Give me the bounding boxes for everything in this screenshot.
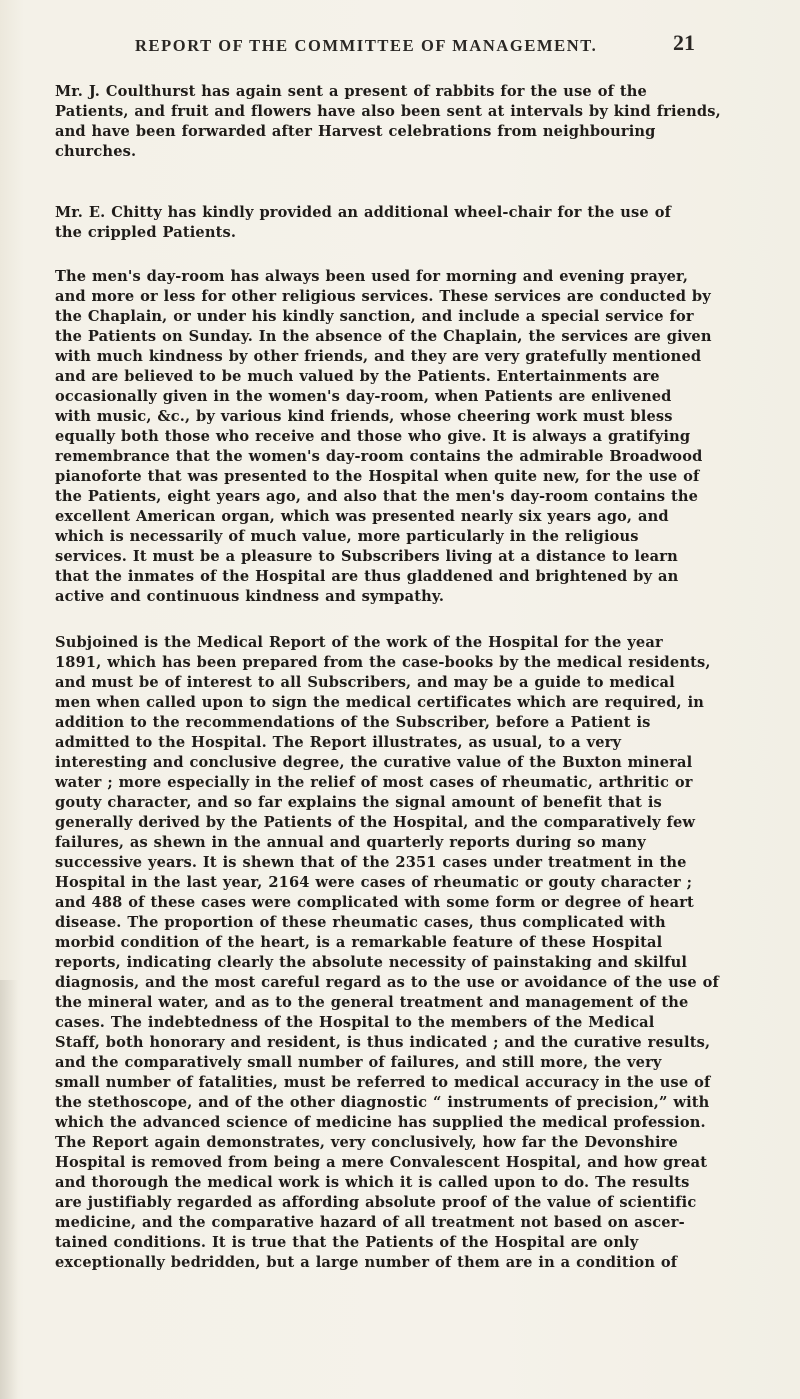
text-line: morbid condition of the heart, is a remarkable feature of these Hospital xyxy=(55,934,663,951)
text-line: reports, indicating clearly the absolute necessity of painstaking and skilful xyxy=(55,954,688,971)
text-line: tained conditions. It is true that the Patients of the Hospital are only xyxy=(55,1234,639,1251)
text-line: the Chaplain, or under his kindly sanction, and include a special service for xyxy=(55,308,694,325)
text-line: remembrance that the women's day-room contains the admirable Broadwood xyxy=(55,448,703,465)
text-line: and the comparatively small number of failures, and still more, the very xyxy=(55,1054,662,1071)
text-line: the mineral water, and as to the general treatment and management of the xyxy=(55,994,689,1011)
text-line: interesting and conclusive degree, the curative value of the Buxton mineral xyxy=(55,754,693,771)
text-line: that the inmates of the Hospital are thus gladdened and brightened by an xyxy=(55,568,679,585)
text-line: the crippled Patients. xyxy=(55,224,237,241)
text-line: and 488 of these cases were complicated with some form or degree of heart xyxy=(55,894,694,911)
page-gutter-shadow xyxy=(0,980,18,1399)
text-line: 1891, which has been prepared from the case-books by the medical residents, xyxy=(55,654,711,671)
text-line: medicine, and the comparative hazard of all treatment not based on ascer- xyxy=(55,1214,685,1231)
text-line: pianoforte that was presented to the Hospital when quite new, for the use of xyxy=(55,468,700,485)
text-line: excellent American organ, which was presented nearly six years ago, and xyxy=(55,508,669,525)
text-line: Patients, and fruit and flowers have also been sent at intervals by kind friends, xyxy=(55,103,721,120)
text-line: the stethoscope, and of the other diagnostic “ instruments of precision,” with xyxy=(55,1094,710,1111)
text-line: the Patients, eight years ago, and also that the men's day-room contains the xyxy=(55,488,699,505)
text-line: disease. The proportion of these rheumatic cases, thus complicated with xyxy=(55,914,666,931)
text-line: cases. The indebtedness of the Hospital to the members of the Medical xyxy=(55,1014,655,1031)
text-line: The Report again demonstrates, very conclusively, how far the Devonshire xyxy=(55,1134,678,1151)
text-line: and have been forwarded after Harvest celebrations from neighbouring xyxy=(55,123,656,140)
text-line: and more or less for other religious services. These services are conducted by xyxy=(55,288,711,305)
text-line: with much kindness by other friends, and they are very gratefully mentioned xyxy=(55,348,702,365)
text-line: generally derived by the Patients of the Hospital, and the comparatively few xyxy=(55,814,696,831)
text-line: are justifiably regarded as affording absolute proof of the value of scientific xyxy=(55,1194,697,1211)
text-line: equally both those who receive and those who give. It is always a gratifying xyxy=(55,428,691,445)
text-line: the Patients on Sunday. In the absence of the Chaplain, the services are given xyxy=(55,328,712,345)
text-line: diagnosis, and the most careful regard as to the use or avoidance of the use of xyxy=(55,974,719,991)
text-line: water ; more especially in the relief of most cases of rheumatic, arthritic or xyxy=(55,774,693,791)
text-line: which is necessarily of much value, more particularly in the religious xyxy=(55,528,639,545)
text-line: failures, as shewn in the annual and quarterly reports during so many xyxy=(55,834,646,851)
text-line: and are believed to be much valued by the Patients. Entertainments are xyxy=(55,368,660,385)
text-line: services. It must be a pleasure to Subscribers living at a distance to learn xyxy=(55,548,678,565)
text-line: men when called upon to sign the medical certificates which are required, in xyxy=(55,694,705,711)
text-line: occasionally given in the women's day-room, when Patients are enlivened xyxy=(55,388,672,405)
text-line: exceptionally bedridden, but a large number of them are in a condition of xyxy=(55,1254,678,1271)
text-line: Mr. J. Coulthurst has again sent a present of rabbits for the use of the xyxy=(55,83,647,100)
text-line: admitted to the Hospital. The Report illustrates, as usual, to a very xyxy=(55,734,622,751)
text-line: gouty character, and so far explains the signal amount of benefit that is xyxy=(55,794,662,811)
text-line: churches. xyxy=(55,143,137,160)
text-line: Subjoined is the Medical Report of the work of the Hospital for the year xyxy=(55,634,663,651)
text-line: and thorough the medical work is which it is called upon to do. The results xyxy=(55,1174,690,1191)
page-header xyxy=(135,30,695,58)
text-line: addition to the recommendations of the Subscriber, before a Patient is xyxy=(55,714,651,731)
page-number: 21 xyxy=(673,30,695,55)
text-line: Hospital in the last year, 2164 were cases of rheumatic or gouty character ; xyxy=(55,874,693,891)
text-line: successive years. It is shewn that of the 2351 cases under treatment in the xyxy=(55,854,687,871)
text-line: Staff, both honorary and resident, is thus indicated ; and the curative results, xyxy=(55,1034,711,1051)
text-line: Mr. E. Chitty has kindly provided an additional wheel-chair for the use of xyxy=(55,204,672,221)
text-line: Hospital is removed from being a mere Convalescent Hospital, and how great xyxy=(55,1154,708,1171)
text-line: and must be of interest to all Subscribers, and may be a guide to medical xyxy=(55,674,675,691)
text-line: with music, &c., by various kind friends, whose cheering work must bless xyxy=(55,408,673,425)
text-line: active and continuous kindness and sympathy. xyxy=(55,588,445,605)
text-line: The men's day-room has always been used for morning and evening prayer, xyxy=(55,268,689,285)
running-head: REPORT OF THE COMMITTEE OF MANAGEMENT. xyxy=(135,36,598,55)
text-line: which the advanced science of medicine has supplied the medical profession. xyxy=(55,1114,706,1131)
text-line: small number of fatalities, must be referred to medical accuracy in the use of xyxy=(55,1074,711,1091)
